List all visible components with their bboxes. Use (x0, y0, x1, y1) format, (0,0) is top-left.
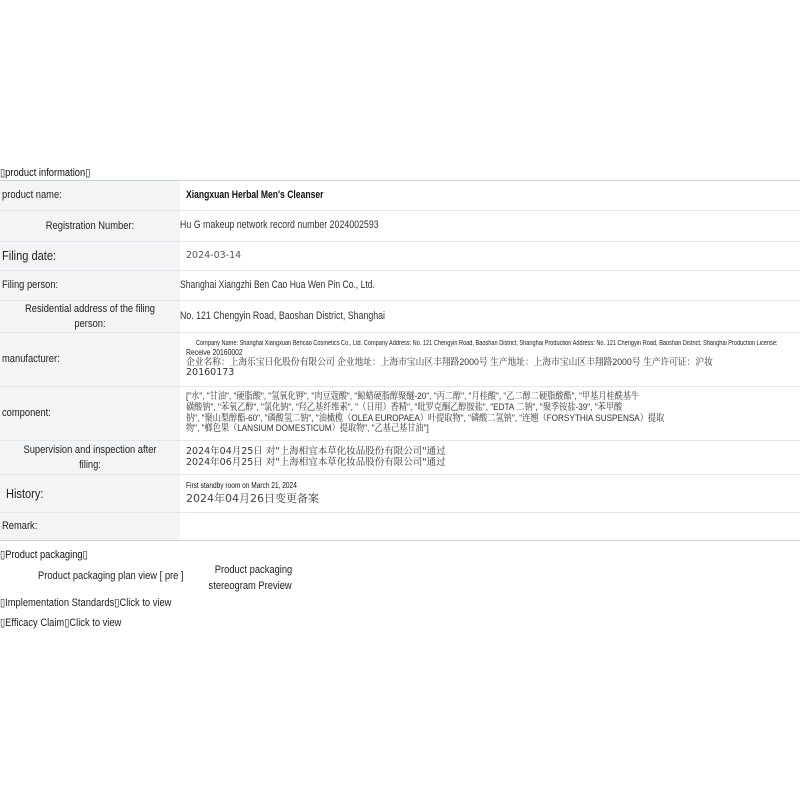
registration-number-label: Registration Number: (0, 211, 180, 241)
residential-address-label: Residential address of the filing person: (0, 301, 180, 332)
history-label: History: (0, 475, 180, 512)
product-name-label: product name: (0, 181, 180, 210)
history-value: First standby room on March 21, 2024 2024年04月26日变更备案 (186, 480, 319, 506)
row-supervision (0, 440, 800, 474)
row-history (0, 474, 800, 512)
filing-person-label: Filing person: (0, 271, 180, 300)
row-manufacturer (0, 332, 800, 386)
row-remark (0, 512, 800, 540)
component-value: ["水", "甘油", "硬脂酸", "氢氧化钾", "肉豆蔻酸", "鲸蜡硬脂醇聚醚-20", "丙二醇", "月桂酸", "乙二醇二硬脂酸酯", "甲基月桂酰基牛 磺酸钠", "苯氧乙醇", "氯化钠", "羟乙基纤维素", "（日用）香精", "吡罗克酮乙醇胺盐", "EDTA 二钠", "聚季铵盐-39", "苯甲酸 钠", "聚山梨醇酯-60", "磷酸氢二钠", "油橄榄（OLEA EUROPAEA）叶提取物", "磷酸二氢钠", "连翘（FORSYTHIA SUSPENSA）提取 物", "榔色果（LANSIUM DOMESTICUM）提取物", "乙基己基甘油"] (186, 390, 665, 435)
efficacy-click-to-view[interactable]: Click to view (69, 617, 122, 629)
filing-date-label: Filing date: (0, 242, 180, 270)
remark-value (180, 513, 800, 540)
packaging-plan-view-link[interactable]: Product packaging plan view [ pre ] (38, 570, 184, 582)
product-info-table (0, 180, 800, 541)
product-information-title: ▯product information▯ (0, 167, 91, 179)
residential-address-value: No. 121 Chengyin Road, Baoshan District, Shanghai (180, 309, 385, 322)
implementation-click-to-view[interactable]: Click to view (119, 597, 172, 609)
product-name-value: Xiangxuan Herbal Men's Cleanser (186, 188, 324, 201)
row-filing-date (0, 241, 800, 270)
filing-person-value: Shanghai Xiangzhi Ben Cao Hua Wen Pin Co., Ltd. (180, 278, 375, 291)
row-filing-person (0, 270, 800, 300)
efficacy-claim-row[interactable]: ▯Efficacy Claim▯Click to view (0, 617, 122, 629)
product-packaging-title: ▯Product packaging▯ (0, 549, 88, 561)
row-component (0, 386, 800, 440)
packaging-stereogram-link[interactable]: Product packaging stereogram Preview (208, 564, 293, 592)
manufacturer-value: Company Name: Shanghai Xiangxuan Bencao Cosmetics Co., Ltd. Company Address: No. 121 Chengyin Road, Baoshan District, Shanghai Production Address: No. 121 Chengyin Road, Baoshan District, Shanghai Production License: Receive 20160002 企业名称：上海乐宝日化股份有限公司 企业地址：上海市宝山区丰翔路2000号 生产地址：上海市宝山区丰翔路2000号 生产许可证：沪妆 20160173 (186, 339, 778, 379)
row-residential-address (0, 300, 800, 332)
row-product-name (0, 181, 800, 210)
manufacturer-label: manufacturer: (0, 333, 180, 386)
component-label: component: (0, 387, 180, 440)
supervision-label: Supervision and inspection after filing: (0, 441, 180, 474)
supervision-value: 2024年04月25日 对"上海相宜本草化妆品股份有限公司"通过 2024年06月25日 对"上海相宜本草化妆品股份有限公司"通过 (186, 445, 446, 468)
registration-number-value: Hu G makeup network record number 2024002593 (180, 219, 379, 232)
row-registration-number (0, 210, 800, 241)
implementation-standards-row[interactable]: ▯Implementation Standards▯Click to view (0, 597, 172, 609)
remark-label: Remark: (0, 513, 180, 540)
filing-date-value: 2024-03-14 (186, 250, 242, 262)
